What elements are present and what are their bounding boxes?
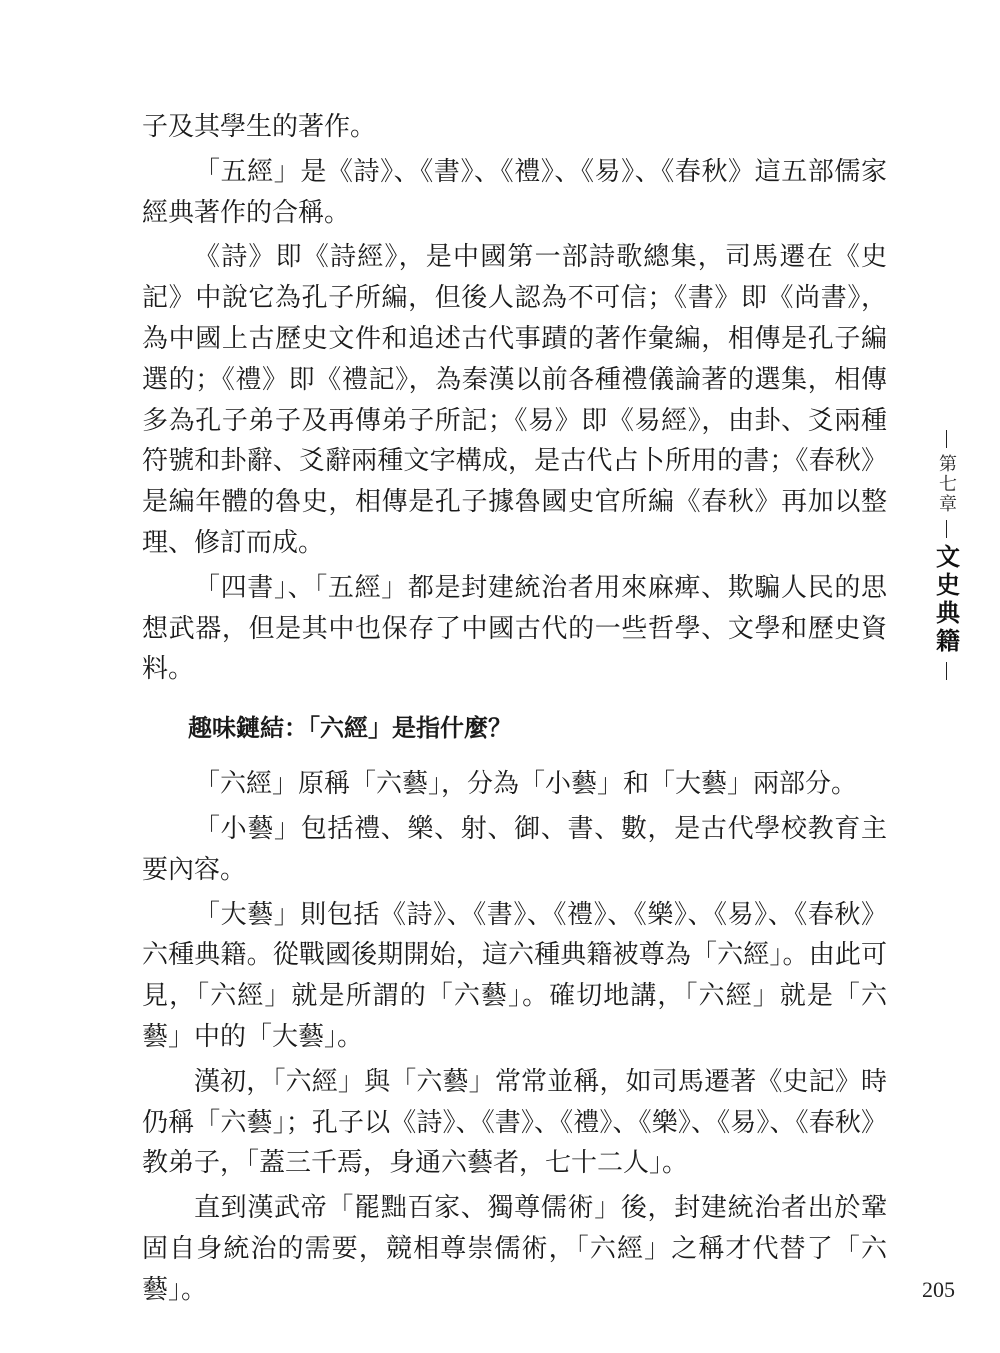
paragraph: 《詩》即《詩經》，是中國第一部詩歌總集，司馬遷在《史記》中說它為孔子所編，但後人認為不可信；《書》即《尚書》，為中國上古歷史文件和追述古代事蹟的著作彙編，相傳是孔子編選的；《禮》即《禮記》，為秦漢以前各種禮儀論著的選集，相傳多為孔子弟子及再傳弟子所記；《易》即《易經》，由卦、爻兩種符號和卦辭、爻辭兩種文字構成，是古代占卜所用的書；《春秋》是編年體的魯史，相傳是孔子據魯國史官所編《春秋》再加以整理、修訂而成。 [142,242,887,558]
chapter-title: 文史典籍 [931,544,961,656]
chapter-number: 第七章 [936,454,957,514]
paragraph: 「五經」是《詩》、《書》、《禮》、《易》、《春秋》這五部儒家經典著作的合稱。 [142,156,887,228]
page-number: 205 [922,1277,955,1302]
main-text [142,107,887,1315]
section-subheading: 趣味鏈結：「六經」是指什麼？ [188,714,512,743]
chapter-side-tab [928,430,964,680]
divider [946,662,947,680]
paragraph: 直到漢武帝「罷黜百家、獨尊儒術」後，封建統治者出於鞏固自身統治的需要，競相尊崇儒術，「六經」之稱才代替了「六藝」。 [142,1193,887,1305]
paragraph: 「六經」原稱「六藝」，分為「小藝」和「大藝」兩部分。 [194,769,858,800]
paragraph: 「小藝」包括禮、樂、射、御、書、數，是古代學校教育主要內容。 [142,813,887,885]
divider [946,430,947,448]
divider [946,520,947,538]
paragraph: 漢初，「六經」與「六藝」常常並稱，如司馬遷著《史記》時仍稱「六藝」；孔子以《詩》、《書》、《禮》、《樂》、《易》、《春秋》教弟子，「蓋三千焉，身通六藝者，七十二人」。 [142,1066,887,1179]
paragraph: 子及其學生的著作。 [142,112,377,142]
paragraph: 「大藝」則包括《詩》、《書》、《禮》、《樂》、《易》、《春秋》六種典籍。從戰國後期開始，這六種典籍被尊為「六經」。由此可見，「六經」就是所謂的「六藝」。確切地講，「六經」就是「六藝」中的「大藝」。 [142,899,887,1052]
paragraph: 「四書」、「五經」都是封建統治者用來麻痺、欺騙人民的思想武器，但是其中也保存了中國古代的一些哲學、文學和歷史資料。 [142,572,887,685]
